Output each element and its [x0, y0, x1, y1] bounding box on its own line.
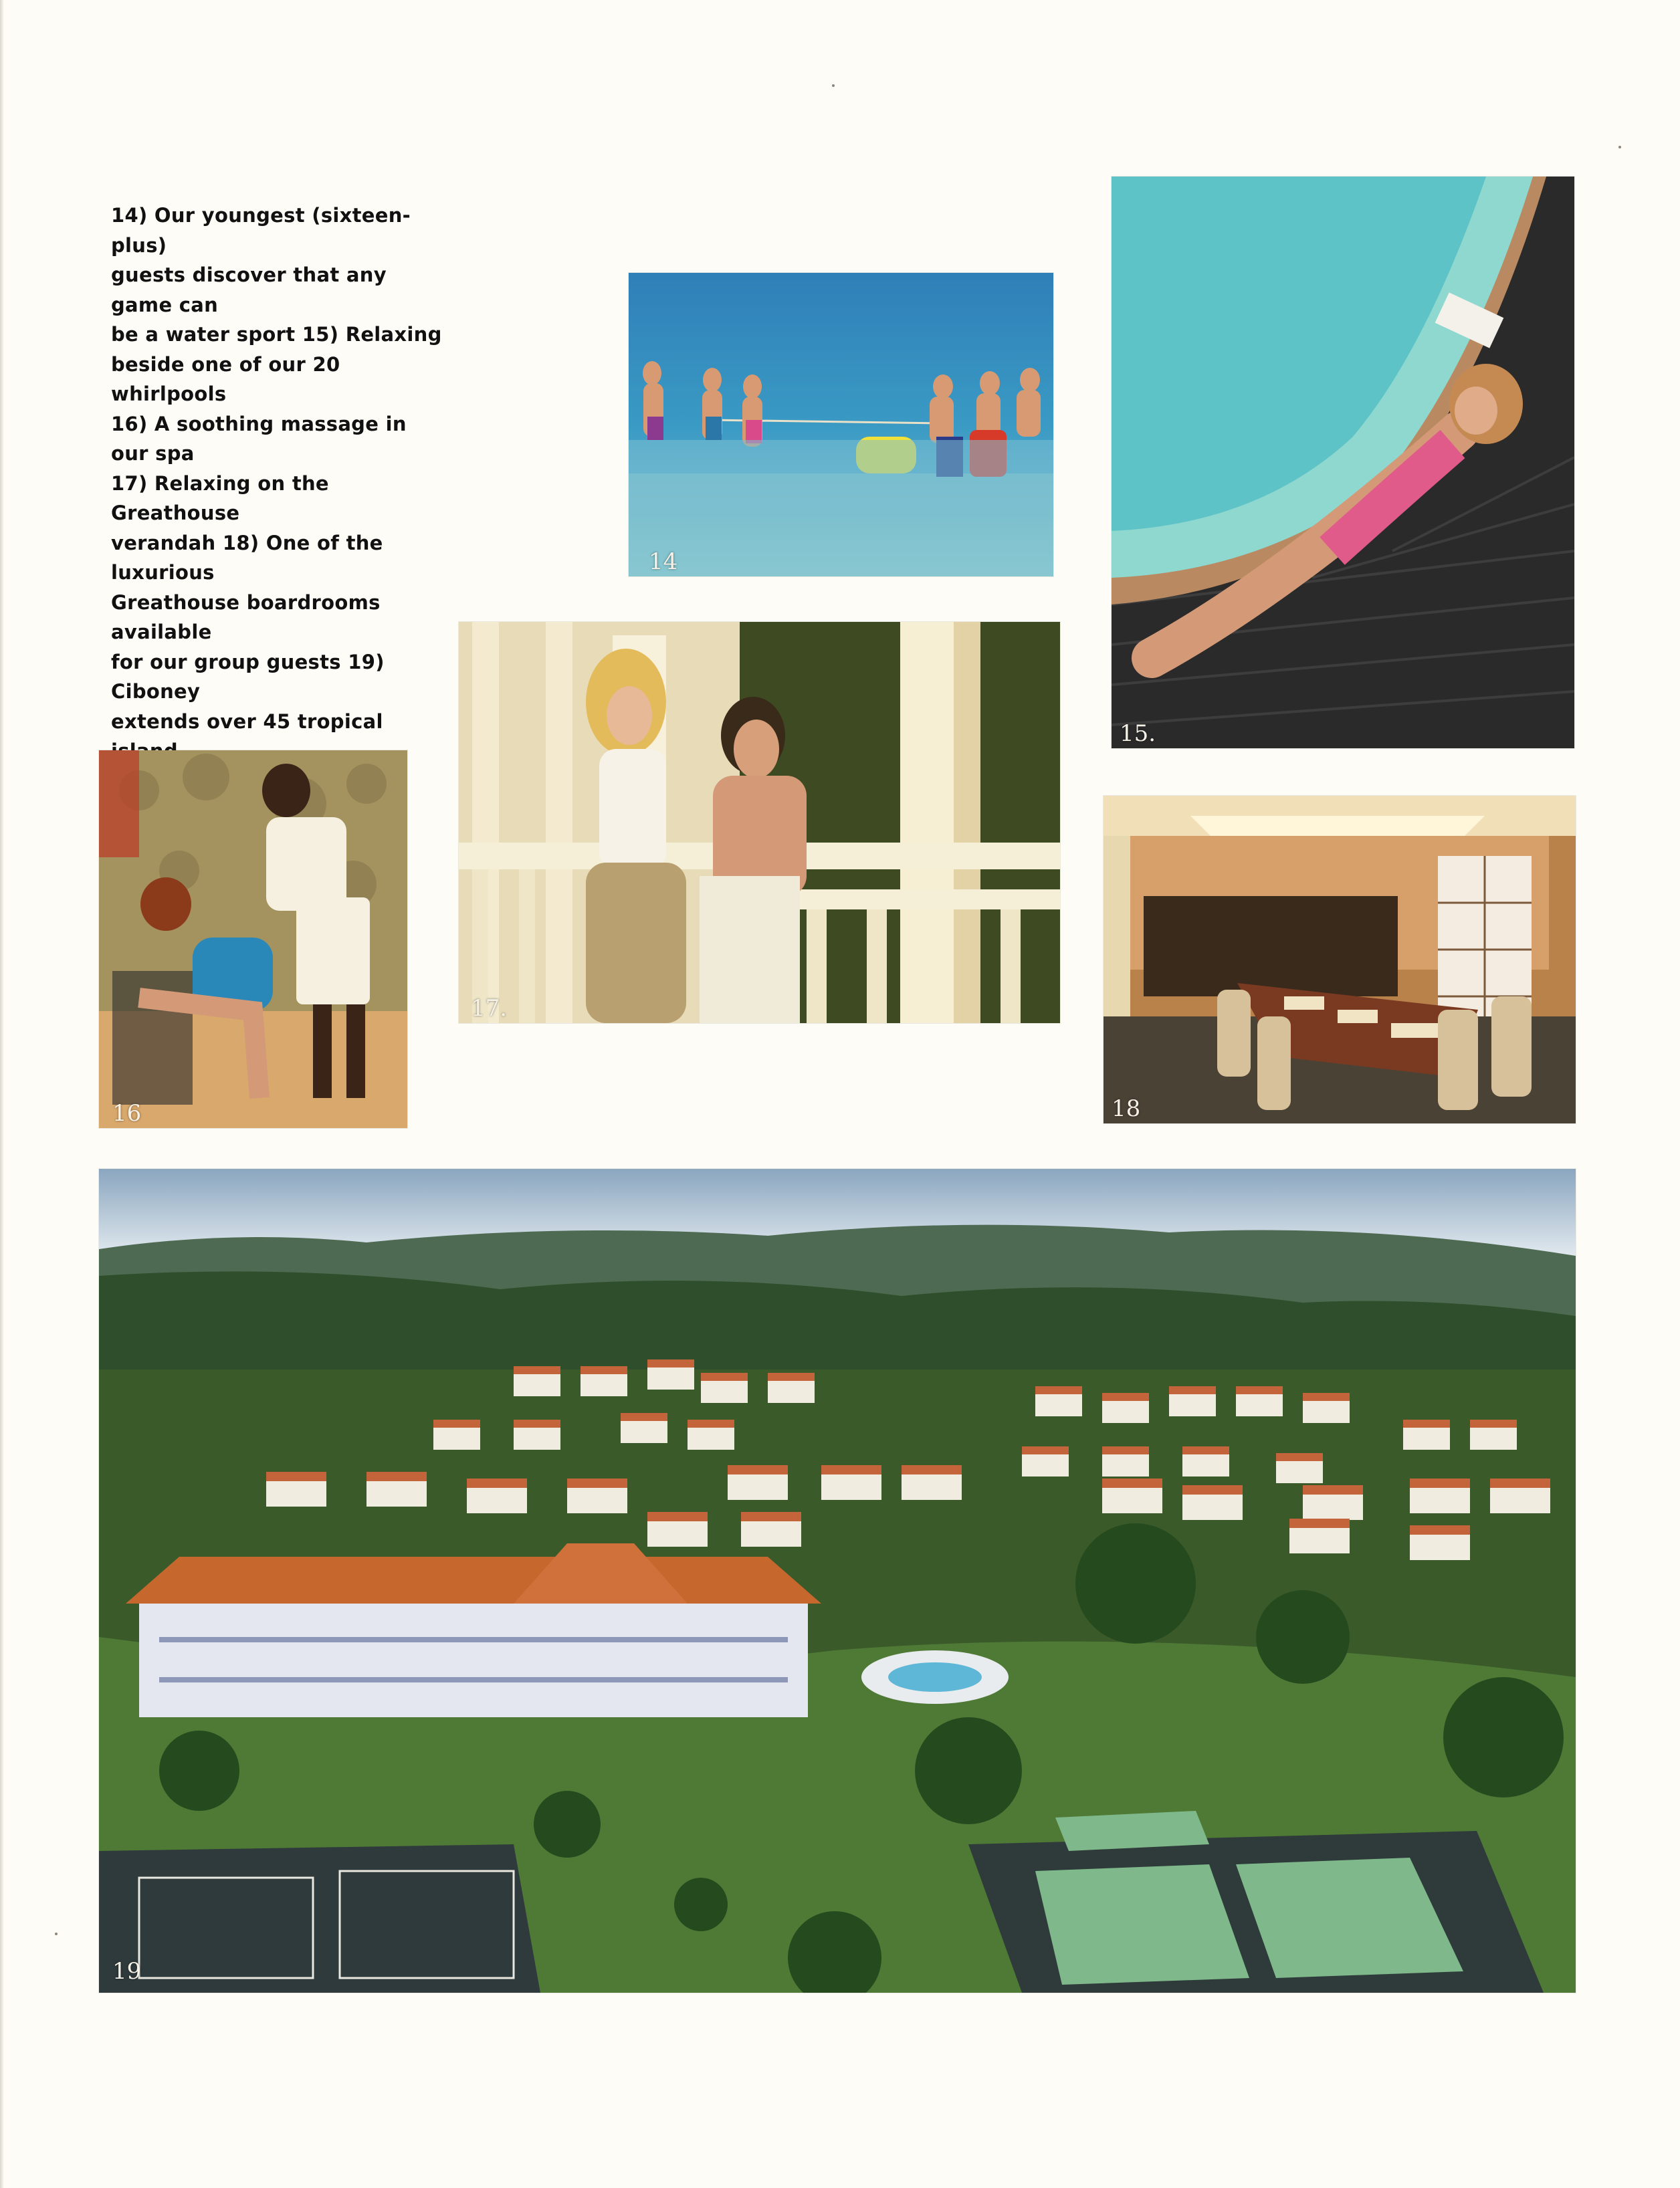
- caption-line: beside one of our 20 whirlpools: [111, 352, 340, 405]
- photo-boardroom: [1104, 796, 1576, 1123]
- photo-water-tug-of-war: [629, 273, 1053, 576]
- caption-line: 17) Relaxing on the Greathouse: [111, 471, 329, 524]
- photo-number: 14: [649, 548, 678, 575]
- caption-line: Greathouse boardrooms available: [111, 590, 381, 643]
- caption-line: 16) A soothing massage in our spa: [111, 412, 407, 465]
- photo-greathouse-verandah: [459, 622, 1060, 1023]
- photo-captions: [111, 201, 445, 796]
- photo-number: 15.: [1120, 720, 1156, 747]
- photo-number: 17.: [471, 995, 508, 1022]
- caption-line: verandah 18) One of the luxurious: [111, 531, 383, 584]
- dust-speck: [55, 1933, 58, 1935]
- photo-number: 19: [112, 1958, 142, 1985]
- caption-line: 14) Our youngest (sixteen-plus): [111, 204, 411, 257]
- photo-whirlpool-relaxing: [1112, 177, 1574, 748]
- caption-line: for our group guests 19) Ciboney: [111, 650, 385, 703]
- dust-speck: [1618, 146, 1621, 148]
- caption-line: guests discover that any game can: [111, 263, 387, 316]
- caption-line: be a water sport 15) Relaxing: [111, 323, 442, 346]
- photo-number: 16: [112, 1100, 142, 1127]
- photo-number: 18: [1112, 1095, 1141, 1122]
- page-edge: [0, 0, 4, 2188]
- dust-speck: [832, 84, 835, 87]
- caption-line: extends over 45 tropical: [111, 709, 383, 733]
- photo-spa-massage: [99, 750, 407, 1128]
- photo-resort-aerial: [99, 1169, 1576, 1993]
